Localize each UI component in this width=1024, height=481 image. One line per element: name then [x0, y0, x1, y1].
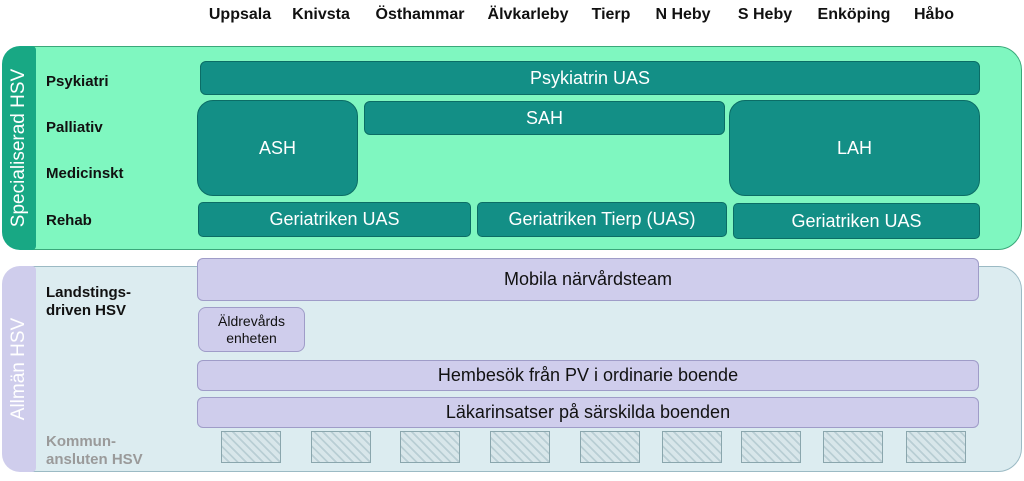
row-label-palliativ: Palliativ [46, 119, 103, 136]
hatch-box-s-heby [741, 431, 801, 463]
landsting-label-line2: driven HSV [46, 302, 127, 319]
row-label-kommunansluten [46, 433, 143, 469]
hatch-box-tierp [580, 431, 640, 463]
hatch-box-osthammar [400, 431, 460, 463]
municipality-alvkarleby: Älvkarleby [487, 6, 569, 23]
municipality-uppsala: Uppsala [208, 6, 272, 23]
general-title-bar [2, 266, 36, 472]
hatch-box-uppsala [221, 431, 281, 463]
hatch-box-alvkarleby [490, 431, 550, 463]
municipality-knivsta: Knivsta [292, 6, 350, 23]
specialized-title-bar [2, 46, 36, 250]
box-ash: ASH [197, 100, 358, 196]
box-lah: LAH [729, 100, 980, 196]
specialized-title: Specialiserad HSV [8, 68, 30, 228]
box-geriatriken-tierp: Geriatriken Tierp (UAS) [477, 202, 727, 237]
row-label-rehab: Rehab [46, 212, 92, 229]
aldre-line2: enheten [226, 329, 277, 346]
hatch-box-knivsta [311, 431, 371, 463]
aldre-line1: Äldrevårds [218, 312, 285, 329]
kommun-label-line2: ansluten HSV [46, 451, 143, 468]
row-label-psykiatri: Psykiatri [46, 73, 109, 90]
municipality-tierp: Tierp [591, 6, 631, 23]
row-label-medicinskt: Medicinskt [46, 165, 124, 182]
box-mobila-narvardsteam: Mobila närvårdsteam [197, 258, 979, 301]
hatch-box-n-heby [662, 431, 722, 463]
hatch-box-enkoping [823, 431, 883, 463]
box-psykiatrin-uas: Psykiatrin UAS [200, 61, 980, 95]
hatch-box-habo [906, 431, 966, 463]
municipality-enkoping: Enköping [817, 6, 891, 23]
box-hembesok: Hembesök från PV i ordinarie boende [197, 360, 979, 391]
box-sah: SAH [364, 101, 725, 135]
landsting-label-line1: Landstings- [46, 284, 131, 301]
row-label-landstingsdriven [46, 284, 131, 320]
box-lakarinsatser: Läkarinsatser på särskilda boenden [197, 397, 979, 428]
general-title: Allmän HSV [8, 317, 30, 421]
municipality-habo: Håbo [914, 6, 954, 23]
municipality-s-heby: S Heby [737, 6, 793, 23]
box-geriatriken-uas-left: Geriatriken UAS [198, 202, 471, 237]
municipality-osthammar: Östhammar [375, 6, 465, 23]
box-geriatriken-uas-right: Geriatriken UAS [733, 203, 980, 239]
municipality-n-heby: N Heby [655, 6, 711, 23]
box-aldrevardsenheten [198, 307, 305, 352]
kommun-label-line1: Kommun- [46, 433, 116, 450]
